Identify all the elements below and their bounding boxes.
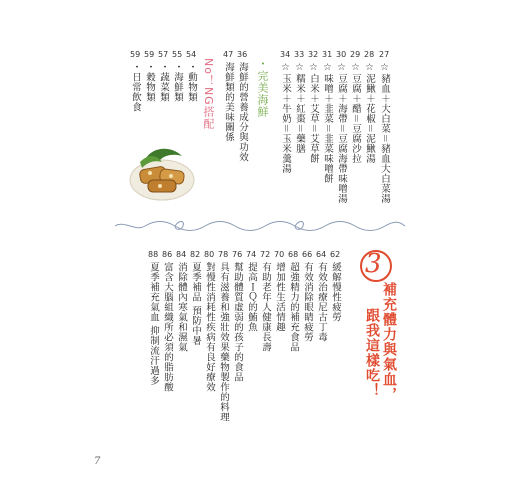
page-number-29: 29 xyxy=(350,50,361,59)
page-number-32: 32 xyxy=(308,50,319,59)
page-number-31: 31 xyxy=(322,50,333,59)
chapter-number: 3 xyxy=(365,249,382,279)
perfect-seafood-title: ・完美海鮮 xyxy=(256,58,269,118)
page-number-78: 78 xyxy=(218,250,229,259)
page-number-66: 66 xyxy=(302,250,313,259)
page-number-59b: 59 xyxy=(130,50,141,59)
toc-entry: 提高ＩＱ的鮪魚 xyxy=(246,262,257,332)
page-number-84: 84 xyxy=(176,250,187,259)
wavy-divider xyxy=(115,218,405,234)
toc-entry: 超強精力的補充食品 xyxy=(288,262,299,352)
page-number-68: 68 xyxy=(288,250,299,259)
toc-entry: 有助老年人健康長壽 xyxy=(260,262,271,352)
page-number-88: 88 xyxy=(148,250,159,259)
page-number: 7 xyxy=(94,456,101,467)
toc-entry: ☆豆腐＋海帶＝豆腐海帶味噌湯 xyxy=(336,62,347,204)
toc-entry: ☆豬血＋大白菜＝豬血大白菜湯 xyxy=(379,62,390,204)
page-number-55: 55 xyxy=(172,50,183,59)
page-number-36: 36 xyxy=(237,50,248,59)
grilled-food-plate-photo xyxy=(126,140,198,204)
toc-entry: 幫助體質虛弱的孩子的食品 xyxy=(232,262,243,382)
toc-entry: ・動物類 xyxy=(186,62,197,102)
chapter-title-line2: 跟我這樣吃！ xyxy=(364,308,380,398)
chapter-title-line1: 補充體力與氣血， xyxy=(381,282,397,402)
page-number-64: 64 xyxy=(316,250,327,259)
toc-entry: ☆泥鰍＋花椒＝泥鰍湯 xyxy=(364,62,375,164)
toc-entry: 有效治療尼古丁毒 xyxy=(316,262,327,342)
page-number-70: 70 xyxy=(274,250,285,259)
toc-entry: 增加性生活情趣 xyxy=(274,262,285,332)
toc-entry: ☆味噌＋韭菜＝韭菜味噌餅 xyxy=(322,62,333,184)
page-number-33: 33 xyxy=(294,50,305,59)
page-number-57: 57 xyxy=(158,50,169,59)
ng-pairing-title: No！NG搭配 xyxy=(202,58,215,130)
toc-entry: 有效消除眼睛疲勞 xyxy=(302,262,313,342)
page-number-54: 54 xyxy=(186,50,197,59)
page-number-62: 62 xyxy=(330,250,341,259)
page-number-34: 34 xyxy=(280,50,291,59)
page-number-74: 74 xyxy=(246,250,257,259)
toc-entry: 夏季補品 預防中暑 xyxy=(190,262,201,346)
toc-entry: ☆白米＋艾草＝艾草餅 xyxy=(308,62,319,164)
toc-entry: 緩解慢性疲勞 xyxy=(330,262,341,322)
page-number-27: 27 xyxy=(379,50,390,59)
toc-entry: ・蔬菜類 xyxy=(158,62,169,102)
toc-entry: ・海鮮類 xyxy=(172,62,183,102)
page-number-59: 59 xyxy=(144,50,155,59)
toc-entry: 對慢性消耗性疾病有良好療效 xyxy=(204,262,215,392)
page-number-86: 86 xyxy=(162,250,173,259)
toc-entry: ☆玉米＋牛奶＝玉米羹湯 xyxy=(280,62,291,174)
page-number-28: 28 xyxy=(364,50,375,59)
toc-entry: 富含大腦組織所必須的脂肪酸 xyxy=(162,262,173,392)
toc-entry: ・日常飲食 xyxy=(130,62,141,112)
toc-entry: 具有滋養和強壯效果藥物製作的料理 xyxy=(218,262,229,422)
page-number-80: 80 xyxy=(204,250,215,259)
toc-entry: ・穀物類 xyxy=(144,62,155,102)
page-number-47: 47 xyxy=(223,50,234,59)
toc-entry: 夏季補充氣血 抑制流汗過多 xyxy=(148,262,159,386)
toc-entry: 海鮮的營養成分與功效 xyxy=(237,62,248,162)
toc-entry: 海鮮類的美味關係 xyxy=(223,62,234,142)
page-number-82: 82 xyxy=(190,250,201,259)
toc-entry: ☆豆腐＋醋＝豆腐沙拉 xyxy=(350,62,361,164)
page-number-72: 72 xyxy=(260,250,271,259)
page-number-76: 76 xyxy=(232,250,243,259)
toc-entry: 消除體內寒氣和濕氣 xyxy=(176,262,187,352)
toc-entry: ☆糯米＋紅棗＝藥膳 xyxy=(294,62,305,154)
page-number-30: 30 xyxy=(336,50,347,59)
